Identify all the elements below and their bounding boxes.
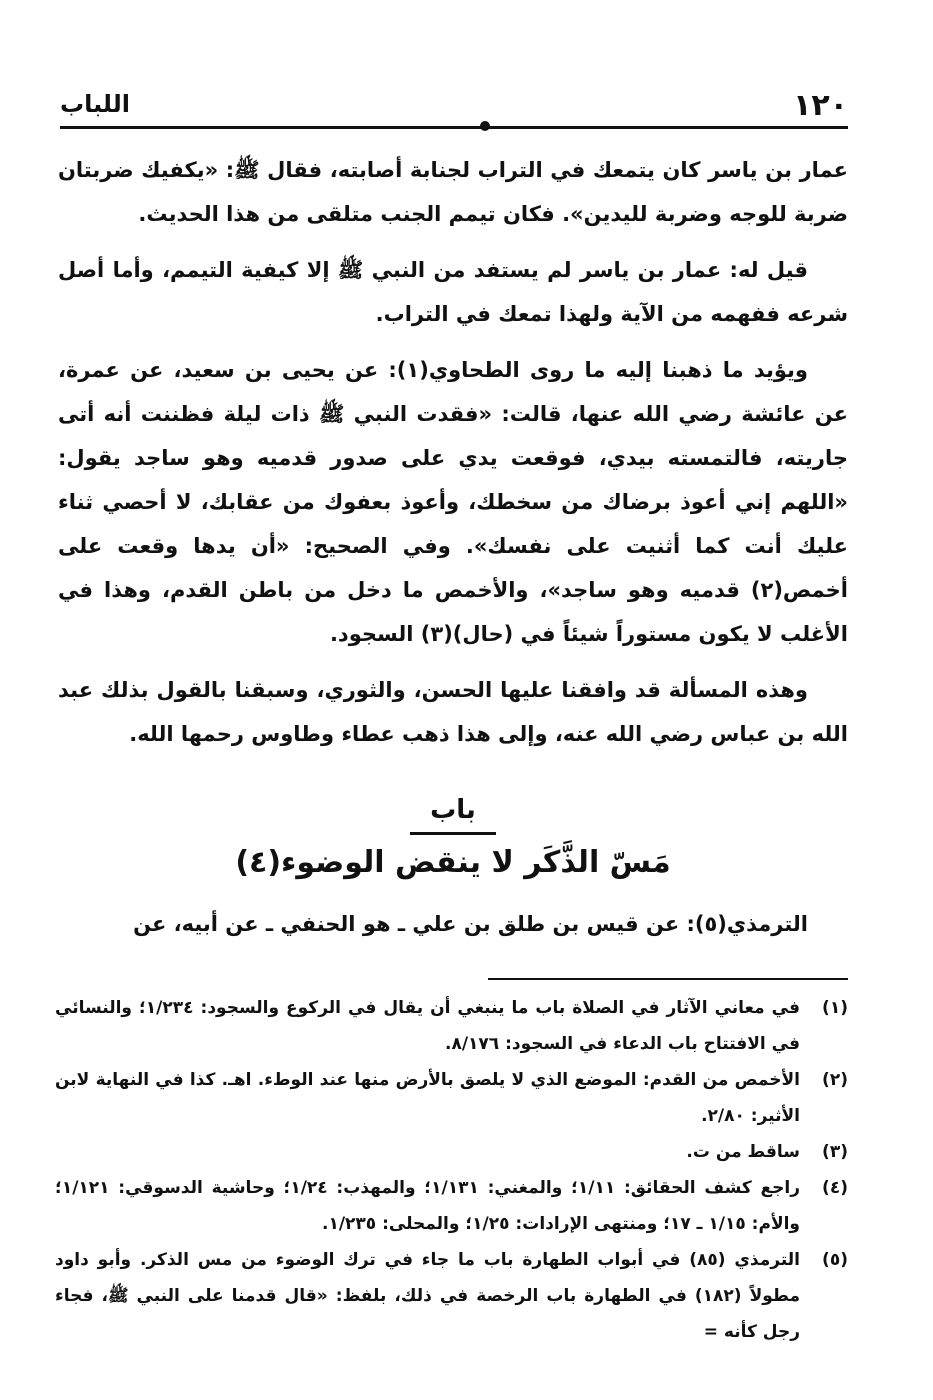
footnote (55, 1170, 848, 1242)
footnote-number: (٤) (822, 1178, 848, 1198)
footnote-text: راجع كشف الحقائق: ١/١١؛ والمغني: ١/١٣١؛ والمهذب: ١/٢٤؛ وحاشية الدسوقي: ١/١٢١؛ والأم: ١/١٥ ـ ١٧؛ ومنتهى الإرادات: ١/٢٥؛ والمحلى: ١/٢٣٥. (55, 1178, 801, 1234)
footnote-text: الترمذي (٨٥) في أبواب الطهارة باب ما جاء في ترك الوضوء من مس الذكر. وأبو داود مطولاً (١٨٢) في الطهارة باب الرخصة في ذلك، بلفظ: «قال قدمنا على النبي ﷺ، فجاء رجل كأنه = (55, 1250, 800, 1342)
footnote-number: (٢) (822, 1070, 848, 1090)
footnotes (55, 990, 848, 1350)
footnote-text: الأخمص من القدم: الموضع الذي لا يلصق بالأرض منها عند الوطء. اهـ. كذا في النهاية لابن الأثير: ٢/٨٠. (55, 1070, 800, 1126)
footnote-text: في معاني الآثار في الصلاة باب ما ينبغي أن يقال في الركوع والسجود: ١/٢٣٤؛ والنسائي في الافتتاح باب الدعاء في السجود: ٨/١٧٦. (55, 998, 800, 1054)
footnote-text: ساقط من ت. (686, 1142, 800, 1162)
footnote-number: (٣) (822, 1142, 848, 1162)
running-title: اللباب (60, 90, 130, 118)
footnote-number: (٥) (822, 1250, 848, 1270)
paragraph: عمار بن ياسر كان يتمعك في التراب لجنابة أصابته، فقال ﷺ: «يكفيك ضربتان ضربة للوجه وضربة لليدين». فكان تيمم الجنب متلقى من هذا الحديث. (58, 158, 848, 226)
header-divider (60, 126, 848, 129)
page-header (60, 78, 848, 128)
footnote-divider (488, 978, 848, 980)
paragraph: ويؤيد ما ذهبنا إليه ما روى الطحاوي(١): عن يحيى بن سعيد، عن عمرة، عن عائشة رضي الله عنها، قالت: «فقدت النبي ﷺ ذات ليلة فظننت أنه أتى جاريته، فالتمسته بيدي، فوقعت يدي على صدور قدميه وهو ساجد يقول: «اللهم إني أعوذ برضاك من سخطك، وأعوذ بعفوك من عقابك، لا أحصي ثناء عليك أنت كما أثنيت على نفسك». وفي الصحيح: «أن يدها وقعت على أخمص(٢) قدميه وهو ساجد»، والأخمص ما دخل من باطن القدم، وهذا في الأغلب لا يكون مستوراً شيئاً في (حال)(٣) السجود. (58, 358, 848, 646)
chapter-title: مَسّ الذَّكَر لا ينقض الوضوء(٤) (235, 845, 671, 880)
main-text (58, 148, 848, 768)
footnote (55, 1134, 848, 1170)
page-number: ١٢٠ (793, 88, 848, 123)
paragraph: وهذه المسألة قد وافقنا عليها الحسن، والثوري، وسبقنا بالقول بذلك عبد الله بن عباس رضي الله عنه، وإلى هذا ذهب عطاء وطاوس رحمها الله. (58, 678, 848, 746)
paragraph: قيل له: عمار بن ياسر لم يستفد من النبي ﷺ إلا كيفية التيمم، وأما أصل شرعه ففهمه من الآية ولهذا تمعك في التراب. (58, 258, 848, 326)
chapter-label: باب (410, 790, 496, 835)
chapter-heading (58, 790, 848, 889)
divider-ornament (480, 121, 490, 131)
footnote (55, 990, 848, 1062)
footnote (55, 1062, 848, 1134)
chapter-first-line: الترمذي(٥): عن قيس بن طلق بن علي ـ هو الحنفي ـ عن أبيه، عن (133, 912, 808, 936)
footnote (55, 1242, 848, 1350)
footnote-number: (١) (822, 998, 848, 1018)
